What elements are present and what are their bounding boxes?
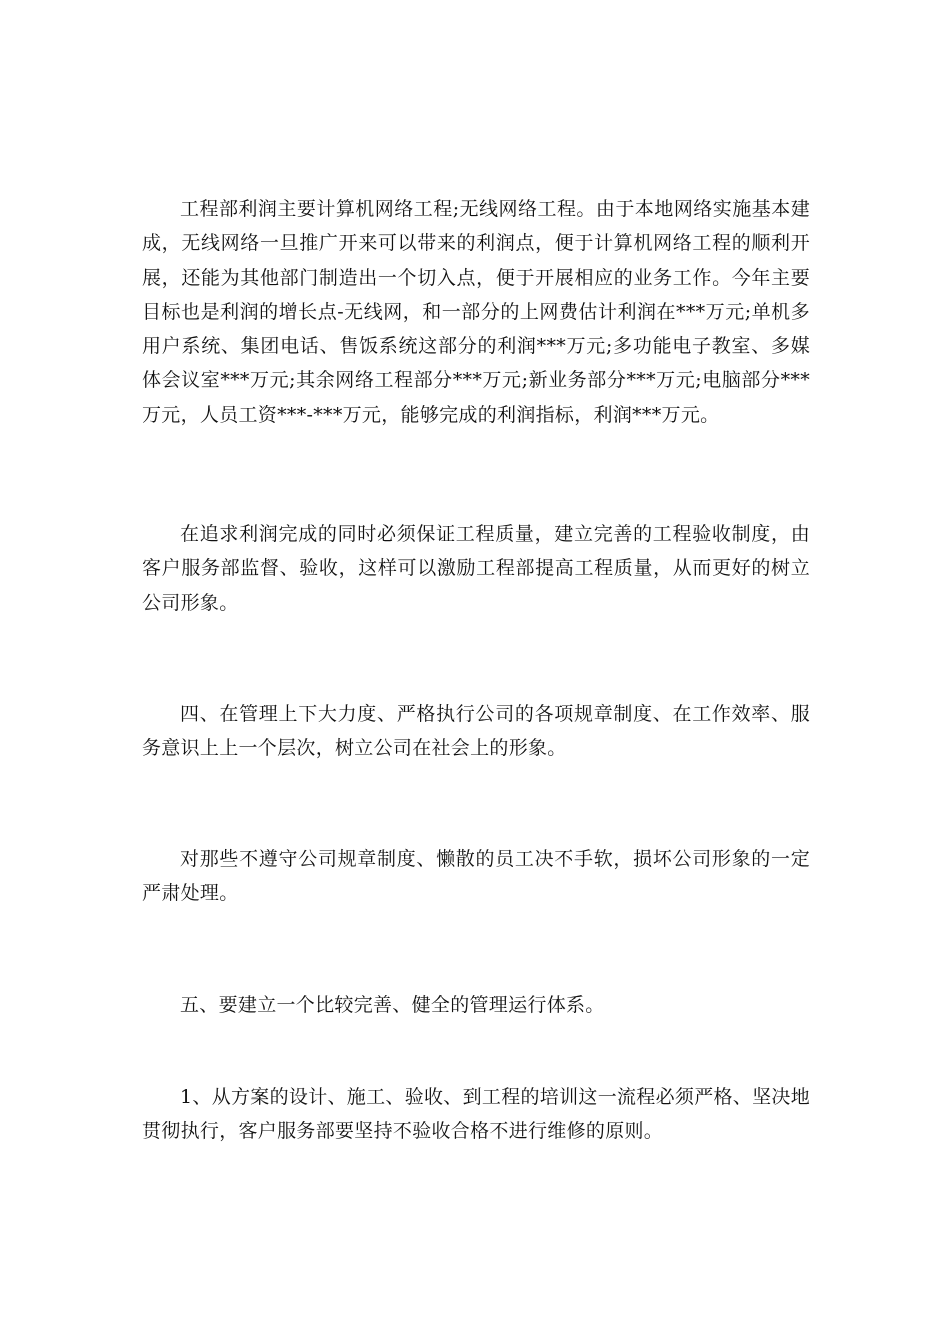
- paragraph-engineering-profit: 工程部利润主要计算机网络工程;无线网络工程。由于本地网络实施基本建成，无线网络一旦推广开来可以带来的利润点，便于计算机网络工程的顺利开展，还能为其他部门制造出一个切入点，便于开展相应的业务工作。今年主要目标也是利润的增长点-无线网，和一部分的上网费估计利润在***万元;单机多用户系统、集团电话、售饭系统这部分的利润***万元;多功能电子教室、多媒体会议室***万元;其余网络工程部分***万元;新业务部分***万元;电脑部分***万元，人员工资***-***万元，能够完成的利润指标，利润***万元。: [142, 198, 810, 426]
- paragraph-section-four-management: 四、在管理上下大力度、严格执行公司的各项规章制度、在工作效率、服务意识上上一个层次，树立公司在社会上的形象。: [142, 703, 810, 760]
- paragraph-section-five-heading: 五、要建立一个比较完善、健全的管理运行体系。: [180, 994, 605, 1016]
- paragraph-discipline: 对那些不遵守公司规章制度、懒散的员工决不手软，损坏公司形象的一定严肃处理。: [142, 848, 810, 905]
- paragraph-quality-assurance: 在追求利润完成的同时必须保证工程质量，建立完善的工程验收制度，由客户服务部监督、验收，这样可以激励工程部提高工程质量，从而更好的树立公司形象。: [142, 523, 810, 614]
- paragraph-process-item-one: 1、从方案的设计、施工、验收、到工程的培训这一流程必须严格、坚决地贯彻执行，客户服务部要坚持不验收合格不进行维修的原则。: [142, 1086, 810, 1143]
